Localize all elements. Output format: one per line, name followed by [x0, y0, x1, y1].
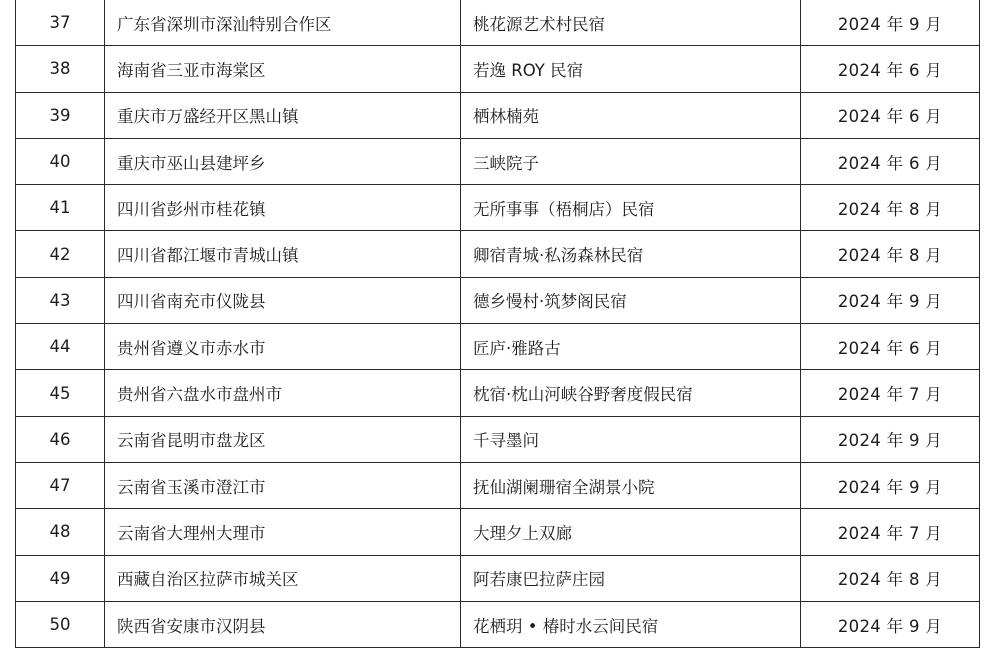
row-location: 重庆市万盛经开区黑山镇	[105, 92, 461, 138]
row-homestay-name: 无所事事（梧桐店）民宿	[461, 185, 801, 231]
table-row	[16, 185, 980, 231]
table-row	[16, 138, 980, 184]
row-date: 2024 年 6 月	[801, 138, 980, 184]
row-location: 西藏自治区拉萨市城关区	[105, 555, 461, 601]
table-row	[16, 0, 980, 46]
row-homestay-name: 匠庐·雅路古	[461, 324, 801, 370]
row-homestay-name: 枕宿·枕山河峡谷野奢度假民宿	[461, 370, 801, 416]
row-location: 四川省彭州市桂花镇	[105, 185, 461, 231]
row-date: 2024 年 8 月	[801, 231, 980, 277]
table-row	[16, 277, 980, 323]
row-location: 贵州省遵义市赤水市	[105, 324, 461, 370]
row-date: 2024 年 9 月	[801, 601, 980, 647]
row-number: 40	[16, 138, 105, 184]
row-location: 云南省大理州大理市	[105, 509, 461, 555]
row-location: 云南省玉溪市澄江市	[105, 462, 461, 508]
row-homestay-name: 花栖玥 • 椿时水云间民宿	[461, 601, 801, 647]
row-number: 49	[16, 555, 105, 601]
table-body	[16, 0, 980, 648]
row-date: 2024 年 9 月	[801, 462, 980, 508]
row-date: 2024 年 6 月	[801, 324, 980, 370]
row-homestay-name: 卿宿青城·私汤森林民宿	[461, 231, 801, 277]
row-number: 45	[16, 370, 105, 416]
row-homestay-name: 若逸 ROY 民宿	[461, 46, 801, 92]
row-number: 37	[16, 0, 105, 46]
homestay-table	[15, 0, 980, 648]
row-location: 贵州省六盘水市盘州市	[105, 370, 461, 416]
row-location: 重庆市巫山县建坪乡	[105, 138, 461, 184]
table-row	[16, 231, 980, 277]
row-location: 四川省南充市仪陇县	[105, 277, 461, 323]
table-row	[16, 601, 980, 647]
row-date: 2024 年 8 月	[801, 185, 980, 231]
row-date: 2024 年 9 月	[801, 0, 980, 46]
row-date: 2024 年 7 月	[801, 370, 980, 416]
row-number: 48	[16, 509, 105, 555]
row-date: 2024 年 6 月	[801, 46, 980, 92]
table-row	[16, 324, 980, 370]
row-location: 海南省三亚市海棠区	[105, 46, 461, 92]
row-location: 云南省昆明市盘龙区	[105, 416, 461, 462]
row-number: 42	[16, 231, 105, 277]
row-date: 2024 年 6 月	[801, 92, 980, 138]
row-number: 47	[16, 462, 105, 508]
row-homestay-name: 大理夕上双廊	[461, 509, 801, 555]
row-homestay-name: 桃花源艺术村民宿	[461, 0, 801, 46]
row-number: 44	[16, 324, 105, 370]
table-row	[16, 92, 980, 138]
table-row	[16, 46, 980, 92]
row-number: 38	[16, 46, 105, 92]
row-date: 2024 年 9 月	[801, 416, 980, 462]
row-homestay-name: 德乡慢村·筑梦阁民宿	[461, 277, 801, 323]
table-row	[16, 370, 980, 416]
row-homestay-name: 阿若康巴拉萨庄园	[461, 555, 801, 601]
row-date: 2024 年 7 月	[801, 509, 980, 555]
row-date: 2024 年 8 月	[801, 555, 980, 601]
table-row	[16, 416, 980, 462]
row-number: 46	[16, 416, 105, 462]
row-number: 50	[16, 601, 105, 647]
row-homestay-name: 三峡院子	[461, 138, 801, 184]
row-homestay-name: 栖林楠苑	[461, 92, 801, 138]
row-homestay-name: 抚仙湖阑珊宿全湖景小院	[461, 462, 801, 508]
row-number: 43	[16, 277, 105, 323]
row-date: 2024 年 9 月	[801, 277, 980, 323]
table-row	[16, 555, 980, 601]
table-row	[16, 462, 980, 508]
row-number: 41	[16, 185, 105, 231]
row-location: 陕西省安康市汉阴县	[105, 601, 461, 647]
row-number: 39	[16, 92, 105, 138]
row-location: 四川省都江堰市青城山镇	[105, 231, 461, 277]
row-homestay-name: 千寻墨问	[461, 416, 801, 462]
table-row	[16, 509, 980, 555]
row-location: 广东省深圳市深汕特别合作区	[105, 0, 461, 46]
